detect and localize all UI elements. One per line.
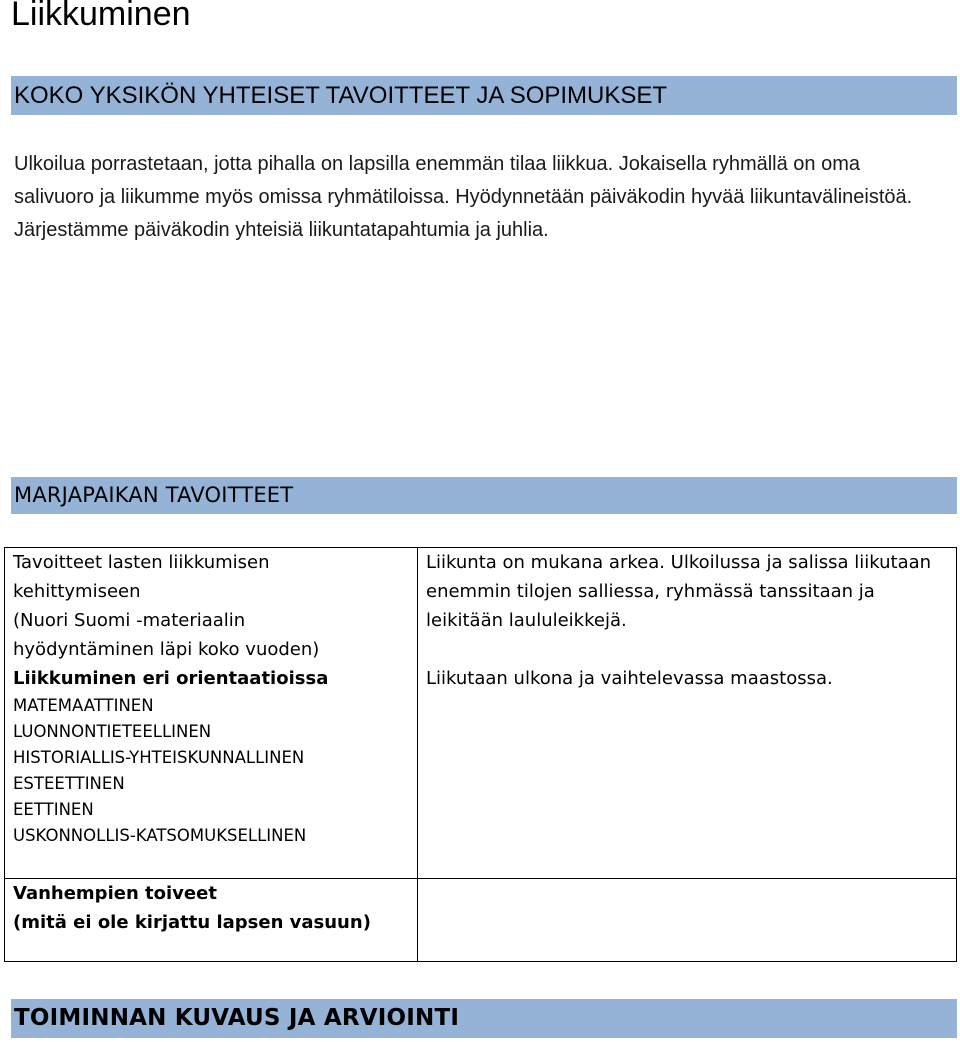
- goals-heading-line2: kehittymiseen: [13, 581, 141, 602]
- goals-note-line1: (Nuori Suomi -materiaalin: [13, 610, 246, 631]
- goals-text-paragraph: Liikutaan ulkona ja vaihtelevassa maastossa.: [426, 668, 833, 689]
- orientations-heading: Liikkuminen eri orientaatioissa: [13, 668, 329, 689]
- goals-heading-line1: Tavoitteet lasten liikkumisen: [13, 552, 270, 573]
- parents-heading-line1: Vanhempien toiveet: [13, 883, 217, 904]
- parents-heading-line2: (mitä ei ole kirjattu lapsen vasuun): [13, 912, 371, 933]
- table-row-goals: [5, 548, 957, 879]
- orientation-item: MATEMAATTINEN: [13, 696, 154, 715]
- group-goals-table: [4, 547, 957, 962]
- page-title: Liikkuminen: [11, 0, 191, 33]
- goals-label-cell: [5, 548, 418, 879]
- unit-goals-text: Ulkoilua porrastetaan, jotta pihalla on lapsilla enemmän tilaa liikkua. Jokaisella ryhmällä on oma salivuoro ja liikumme myös omissa ryhmätiloissa. Hyödynnetään päiväkodin hyvää liikuntavälineistöä. Järjestämme päiväkodin yhteisiä liikuntatapahtumia ja juhlia.: [14, 153, 913, 241]
- orientation-item: LUONNONTIETEELLINEN: [13, 722, 212, 741]
- orientation-item: USKONNOLLIS-KATSOMUKSELLINEN: [13, 826, 307, 845]
- orientation-item: HISTORIALLIS-YHTEISKUNNALLINEN: [13, 748, 305, 767]
- goals-text-cell[interactable]: [418, 548, 957, 879]
- parents-label-cell: [5, 879, 418, 962]
- goals-note-line2: hyödyntäminen läpi koko vuoden): [13, 639, 320, 660]
- orientation-item: ESTEETTINEN: [13, 774, 125, 793]
- parents-text-cell[interactable]: [418, 879, 957, 962]
- section-heading-group-goals: MARJAPAIKAN TAVOITTEET: [11, 477, 957, 514]
- table-row-parents: [5, 879, 957, 962]
- section-heading-unit-goals: KOKO YKSIKÖN YHTEISET TAVOITTEET JA SOPIMUKSET: [11, 76, 957, 115]
- orientation-item: EETTINEN: [13, 800, 94, 819]
- section-heading-activity: TOIMINNAN KUVAUS JA ARVIOINTI: [11, 999, 957, 1038]
- goals-text-paragraph: Liikunta on mukana arkea. Ulkoilussa ja salissa liikutaan enemmin tilojen salliessa, ryhmässä tanssitaan ja leikitään laululeikkejä.: [426, 552, 932, 631]
